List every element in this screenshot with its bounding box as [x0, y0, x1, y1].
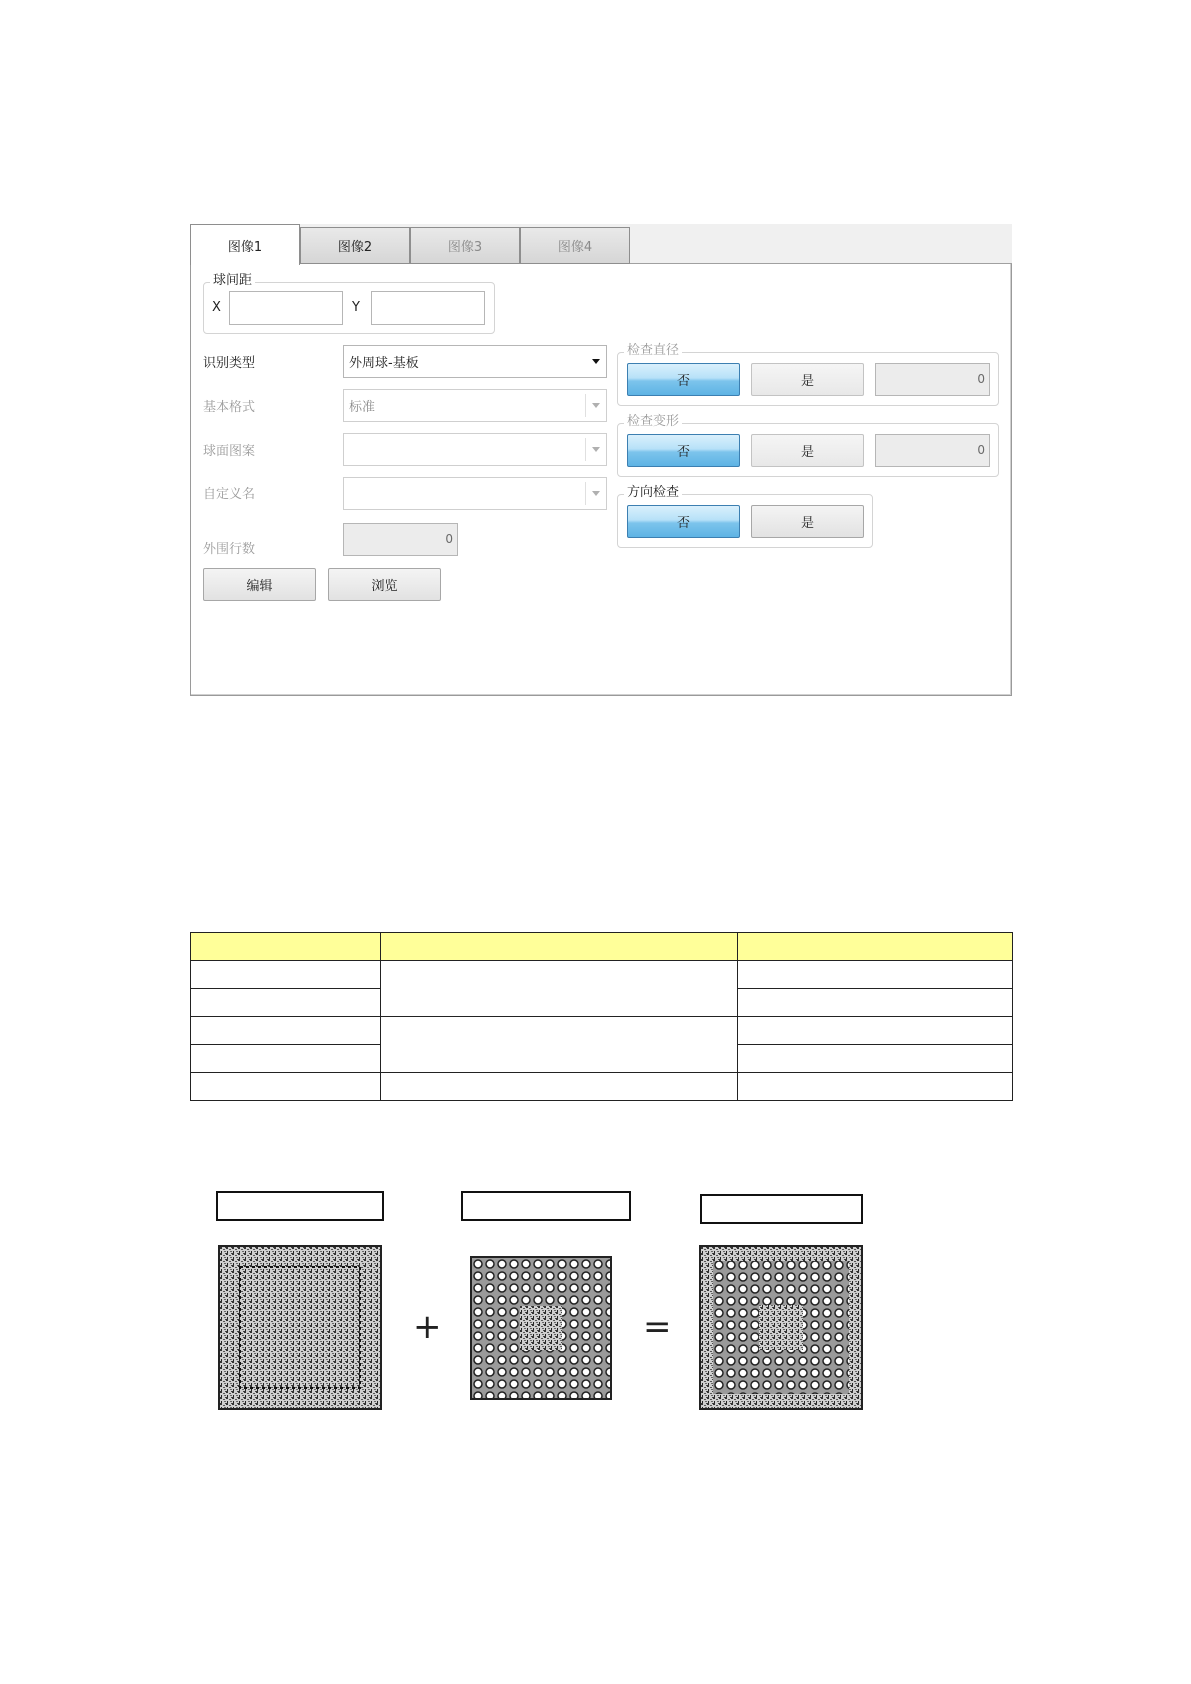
tab-image-1[interactable]: 图像1	[190, 224, 300, 265]
table-header-cell	[738, 933, 1013, 961]
table-cell	[191, 961, 381, 989]
table-header-cell	[380, 933, 738, 961]
dropdown-separator	[585, 482, 586, 505]
outer-rows-label: 外围行数	[203, 542, 256, 557]
table-cell-merged	[380, 961, 738, 1017]
check-deform-no-button[interactable]: 否	[627, 434, 740, 467]
substrate-pattern	[220, 1247, 380, 1408]
recognition-type-select[interactable]	[343, 345, 607, 378]
y-label: Y	[352, 300, 360, 315]
plus-sign: +	[413, 1307, 442, 1347]
dropdown-separator	[585, 394, 586, 417]
table-cell	[191, 1073, 381, 1101]
recognition-type-value: 外周球-基板	[349, 356, 419, 371]
custom-name-label: 自定义名	[203, 487, 256, 502]
table-row	[191, 961, 1013, 989]
equals-sign: =	[643, 1307, 672, 1347]
chevron-down-icon	[592, 447, 600, 452]
table-row	[191, 1017, 1013, 1045]
pitch-y-input[interactable]	[371, 291, 485, 325]
settings-dialog	[190, 224, 1012, 696]
table-cell	[191, 989, 381, 1017]
check-diameter-group	[617, 343, 999, 406]
table-cell	[738, 989, 1013, 1017]
check-diameter-yes-button[interactable]: 是	[751, 363, 864, 396]
recognition-type-label: 识别类型	[203, 356, 256, 371]
tab-image-2[interactable]: 图像2	[300, 227, 410, 264]
outer-rows-input: 0	[343, 523, 458, 556]
table-cell	[191, 1045, 381, 1073]
ball-pitch-title: 球间距	[210, 273, 255, 289]
check-diameter-value: 0	[875, 363, 990, 396]
ball-grid-image	[470, 1256, 612, 1400]
table-header-row	[191, 933, 1013, 961]
table-header-cell	[191, 933, 381, 961]
check-deform-yes-button[interactable]: 是	[751, 434, 864, 467]
dropdown-separator	[585, 438, 586, 461]
table-row	[191, 1073, 1013, 1101]
tab-image-3: 图像3	[410, 227, 520, 264]
ball-pattern-select	[343, 433, 607, 466]
ball-pattern-label: 球面图案	[203, 444, 256, 459]
table-cell	[191, 1017, 381, 1045]
ball-grid-pattern	[472, 1258, 610, 1398]
table-cell	[738, 1045, 1013, 1073]
basic-format-select	[343, 389, 607, 422]
tab-bar	[190, 224, 1012, 264]
table-cell-merged	[380, 1017, 738, 1073]
browse-button[interactable]: 浏览	[328, 568, 441, 601]
combined-image	[699, 1245, 863, 1410]
check-deform-value: 0	[875, 434, 990, 467]
combined-pattern	[701, 1247, 861, 1408]
check-deform-group	[617, 414, 999, 477]
custom-name-select	[343, 477, 607, 510]
caption-box-2	[461, 1191, 631, 1221]
table-cell	[738, 961, 1013, 989]
chevron-down-icon	[592, 403, 600, 408]
caption-box-3	[700, 1194, 863, 1224]
direction-check-title: 方向检查	[624, 485, 682, 501]
table-cell	[738, 1073, 1013, 1101]
check-deform-title: 检查变形	[624, 414, 682, 430]
table-cell	[738, 1017, 1013, 1045]
table-cell	[380, 1073, 738, 1101]
basic-format-value: 标准	[349, 400, 376, 415]
edit-button[interactable]: 编辑	[203, 568, 316, 601]
direction-check-group	[617, 485, 873, 548]
direction-check-yes-button[interactable]: 是	[751, 505, 864, 538]
caption-box-1	[216, 1191, 384, 1221]
substrate-image	[218, 1245, 382, 1410]
blank-table	[190, 932, 1013, 1101]
direction-check-no-button[interactable]: 否	[627, 505, 740, 538]
check-diameter-title: 检查直径	[624, 343, 682, 359]
tab-image-4: 图像4	[520, 227, 630, 264]
chevron-down-icon	[592, 359, 600, 364]
x-label: X	[212, 300, 221, 315]
tab-panel	[190, 264, 1012, 696]
check-diameter-no-button[interactable]: 否	[627, 363, 740, 396]
basic-format-label: 基本格式	[203, 400, 256, 415]
chevron-down-icon	[592, 491, 600, 496]
ball-pitch-group	[203, 273, 495, 334]
pitch-x-input[interactable]	[229, 291, 343, 325]
